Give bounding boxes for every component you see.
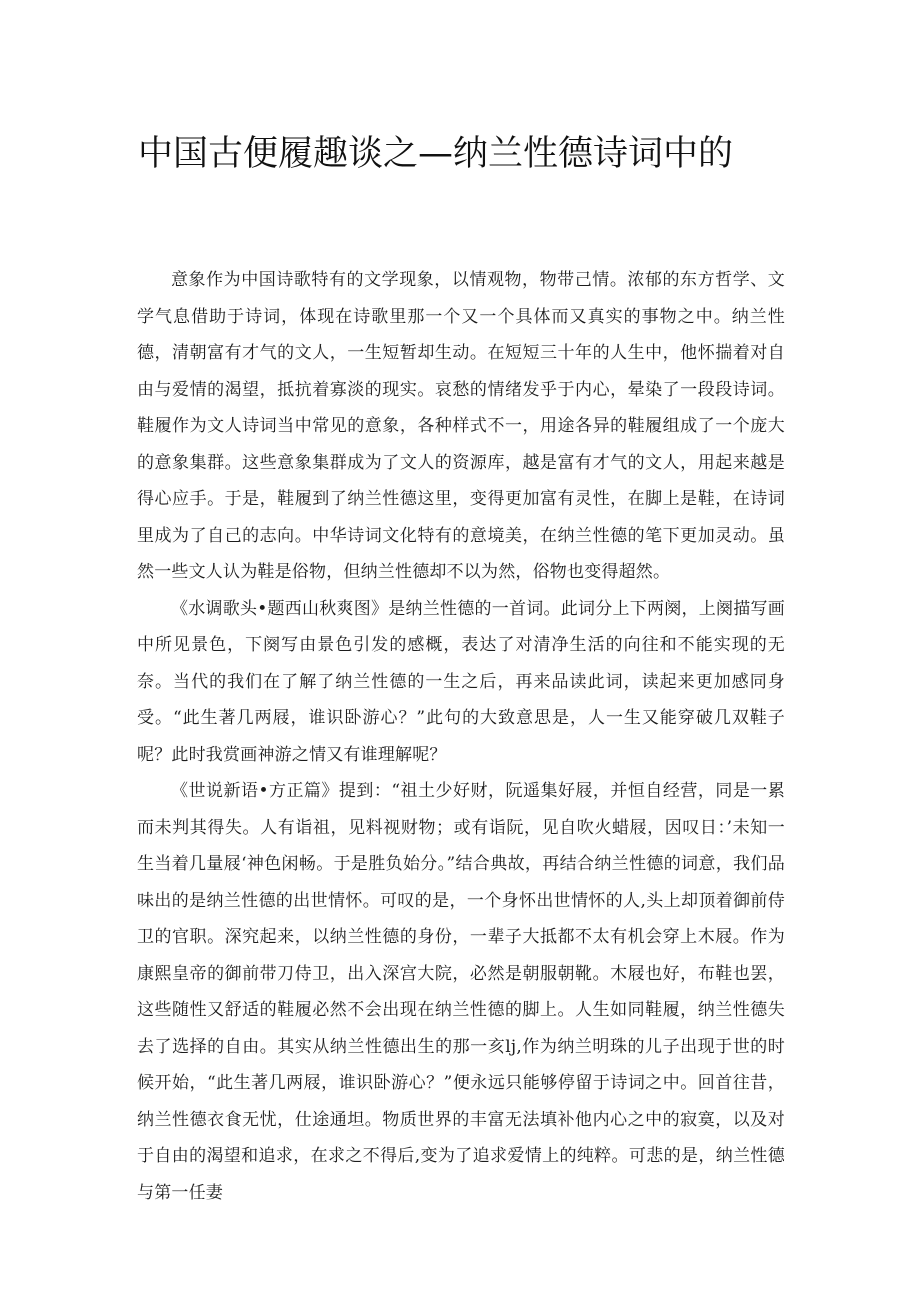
paragraph: 《水调歌头•题西山秋爽图》是纳兰性德的一首词。此词分上下两阕，上阕描写画中所见景色，下阕写由景色引发的感概，表达了对清净生活的向往和不能实现的无奈。当代的我们在了解了纳兰性德的一生之后，再来品读此词，读起来更加感同身受。“此生著几两屐，谁识卧游心？”此句的大致意思是，人一生又能穿破几双鞋子呢？此时我赏画神游之情又有谁理解呢？ <box>137 598 785 765</box>
page-title: 中国古便履趣谈之—纳兰性德诗词中的 <box>138 134 734 174</box>
paragraph: 《世说新语•方正篇》提到：“祖土少好财，阮遥集好屐，并恒自经营，同是一累而未判其得失。人有诣祖，见料视财物；或有诣阮，见自吹火蜡屐，因叹日：’未知一生当着几量屐‘神色闲畅。于是胜负始分。”结合典故，再结合纳兰性德的词意，我们品味出的是纳兰性德的出世情怀。可叹的是，一个身怀出世情怀的人,头上却顶着御前侍卫的官职。深究起来，以纳兰性德的身份，一辈子大抵都不太有机会穿上木屐。作为康熙皇帝的御前带刀侍卫，出入深宫大院，必然是朝服朝靴。木屐也好，布鞋也罢，这些随性又舒适的鞋履必然不会出现在纳兰性德的脚上。人生如同鞋履，纳兰性德失去了选择的自由。其实从纳兰性德出生的那一亥lj,作为纳兰明珠的儿子出现于世的时候开始，“此生著几两屐，谁识卧游心？”便永远只能够停留于诗词之中。回首往昔，纳兰性德衣食无忧，仕途通坦。物质世界的丰富无法填补他内心之中的寂寞，以及对于自由的渴望和追求，在求之不得后,变为了追求爱情上的纯粹。可悲的是，纳兰性德与第一任妻 <box>137 781 785 1203</box>
paragraph: 意象作为中国诗歌特有的文学现象，以情观物，物带己情。浓郁的东方哲学、文学气息借助于诗词，体现在诗歌里那一个又一个具体而又真实的事物之中。纳兰性德，清朝富有才气的文人，一生短暂却生动。在短短三十年的人生中，他怀揣着对自由与爱情的渴望，抵抗着寡淡的现实。哀愁的情绪发乎于内心，晕染了一段段诗词。鞋履作为文人诗词当中常见的意象，各种样式不一，用途各异的鞋履组成了一个庞大的意象集群。这些意象集群成为了文人的资源库，越是富有才气的文人，用起来越是得心应手。于是，鞋履到了纳兰性德这里，变得更加富有灵性，在脚上是鞋，在诗词里成为了自己的志向。中华诗词文化特有的意境美，在纳兰性德的笔下更加灵动。虽然一些文人认为鞋是俗物，但纳兰性德却不以为然，俗物也变得超然。 <box>137 270 785 582</box>
article-body <box>137 262 785 1211</box>
